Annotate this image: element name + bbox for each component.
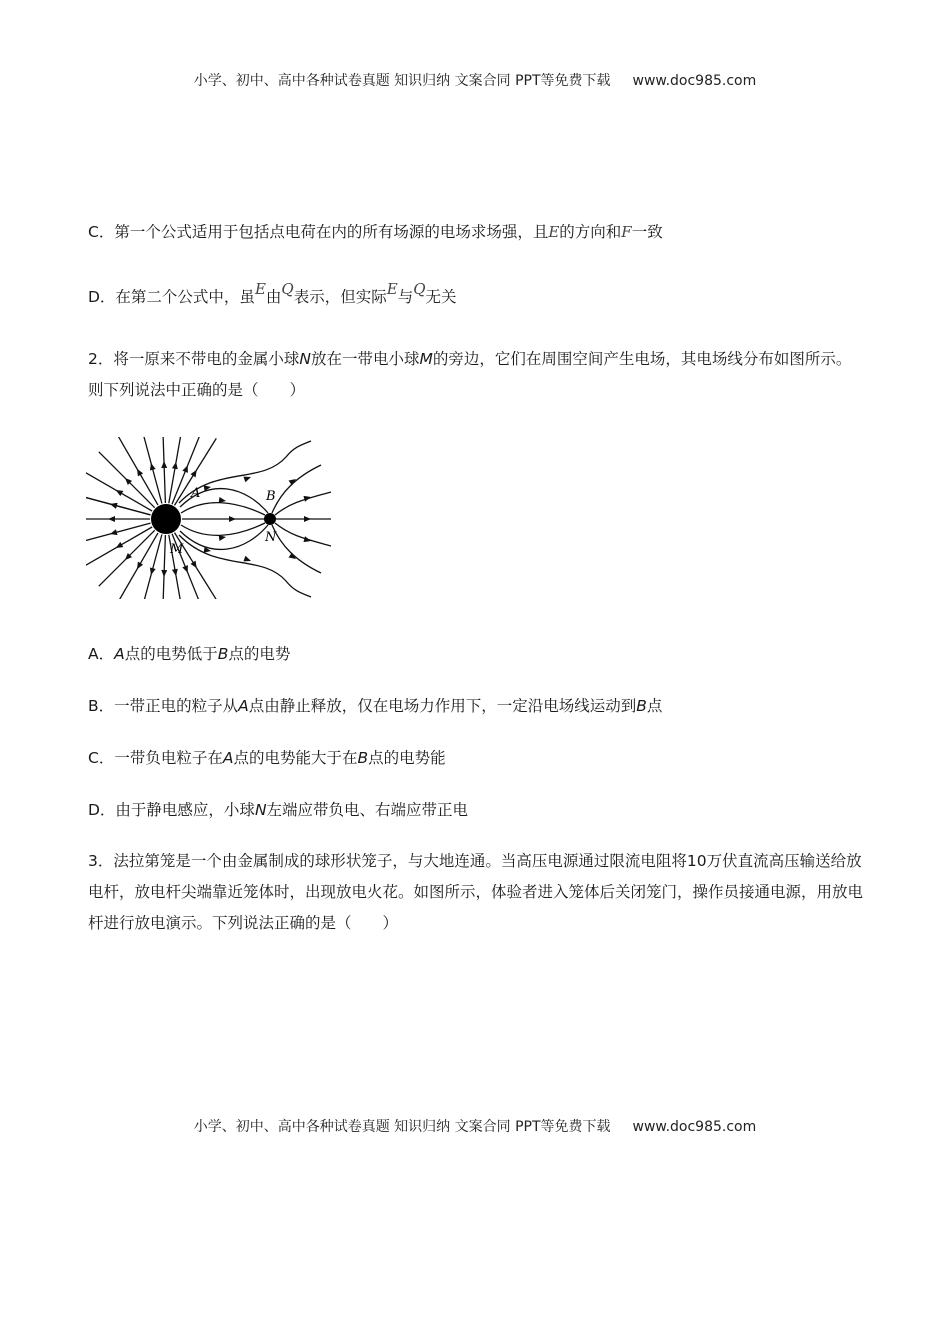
charged-sphere-m	[151, 504, 181, 534]
field-line	[272, 465, 321, 513]
field-line	[181, 523, 265, 535]
q3-stem: 3．法拉第笼是一个由金属制成的球形状笼子，与大地连通。当高压电源通过限流电阻将10万伏直流高压输送给放电杆，放电杆尖端靠近笼体时，出现放电火花。如图所示，体验者进入笼体后关闭笼门，操作员接通电源，用放电杆进行放电演示。下列说法正确的是（ ）	[88, 852, 864, 932]
field-arrow	[109, 501, 117, 509]
q2-option-d: D．由于静电感应，小球N左端应带负电、右端应带正电	[88, 801, 469, 819]
field-arrow	[190, 468, 199, 477]
field-arrow	[109, 529, 117, 537]
field-arrow	[190, 561, 199, 570]
field-arrow	[148, 462, 156, 470]
label-a: A	[191, 486, 201, 501]
q2-option-c: C．一带负电粒子在A点的电势能大于在B点的电势能	[88, 749, 446, 767]
field-line	[275, 492, 331, 515]
symbol-q: Q	[281, 280, 294, 298]
symbol-f: F	[621, 223, 632, 241]
field-line	[275, 523, 331, 546]
header-url[interactable]: www.doc985.com	[632, 73, 757, 89]
field-line	[181, 503, 265, 515]
field-arrow	[229, 516, 236, 522]
field-arrow	[134, 562, 143, 571]
symbol-e: E	[254, 280, 266, 298]
page-footer	[0, 1116, 950, 1136]
footer-url[interactable]: www.doc985.com	[632, 1119, 757, 1135]
field-line	[272, 525, 321, 573]
symbol-e: E	[548, 223, 560, 241]
label-m: M	[170, 542, 184, 557]
field-arrow	[182, 565, 190, 574]
q2-stem: 2．将一原来不带电的金属小球N放在一带电小球M的旁边，它们在周围空间产生电场，其电场线分布如图所示。则下列说法中正确的是（ ）	[88, 350, 852, 399]
field-arrow	[182, 464, 190, 473]
q2-option-b: B．一带正电的粒子从A点由静止释放，仅在电场力作用下，一定沿电场线运动到B点	[88, 697, 663, 715]
symbol-e: E	[386, 280, 398, 298]
field-arrow	[161, 461, 167, 468]
field-line	[163, 535, 166, 599]
field-line	[163, 437, 166, 503]
field-arrow	[161, 570, 167, 577]
field-arrow	[108, 516, 115, 522]
electric-field-figure	[86, 437, 336, 599]
footer-text: 小学、初中、高中各种试卷真题 知识归纳 文案合同 PPT等免费下载	[193, 1119, 611, 1135]
q1-option-c: C．第一个公式适用于包括点电荷在内的所有场源的电场求场强，且E的方向和F一致	[88, 223, 663, 241]
field-arrow	[114, 542, 123, 551]
field-arrow	[148, 567, 156, 575]
q1-option-d: D．在第二个公式中，虽E由Q表示，但实际E与Q无关	[88, 280, 457, 306]
page-header	[0, 70, 950, 90]
header-text: 小学、初中、高中各种试卷真题 知识归纳 文案合同 PPT等免费下载	[193, 73, 611, 89]
field-arrow	[134, 467, 143, 476]
label-b: B	[266, 489, 276, 504]
metal-sphere-n	[264, 513, 276, 525]
q2-option-a: A．A点的电势低于B点的电势	[88, 645, 291, 663]
field-arrow	[114, 487, 123, 496]
label-n: N	[265, 530, 277, 545]
field-line	[169, 437, 183, 503]
field-arrow	[304, 516, 311, 522]
symbol-q: Q	[413, 280, 426, 298]
field-lines	[86, 437, 331, 599]
